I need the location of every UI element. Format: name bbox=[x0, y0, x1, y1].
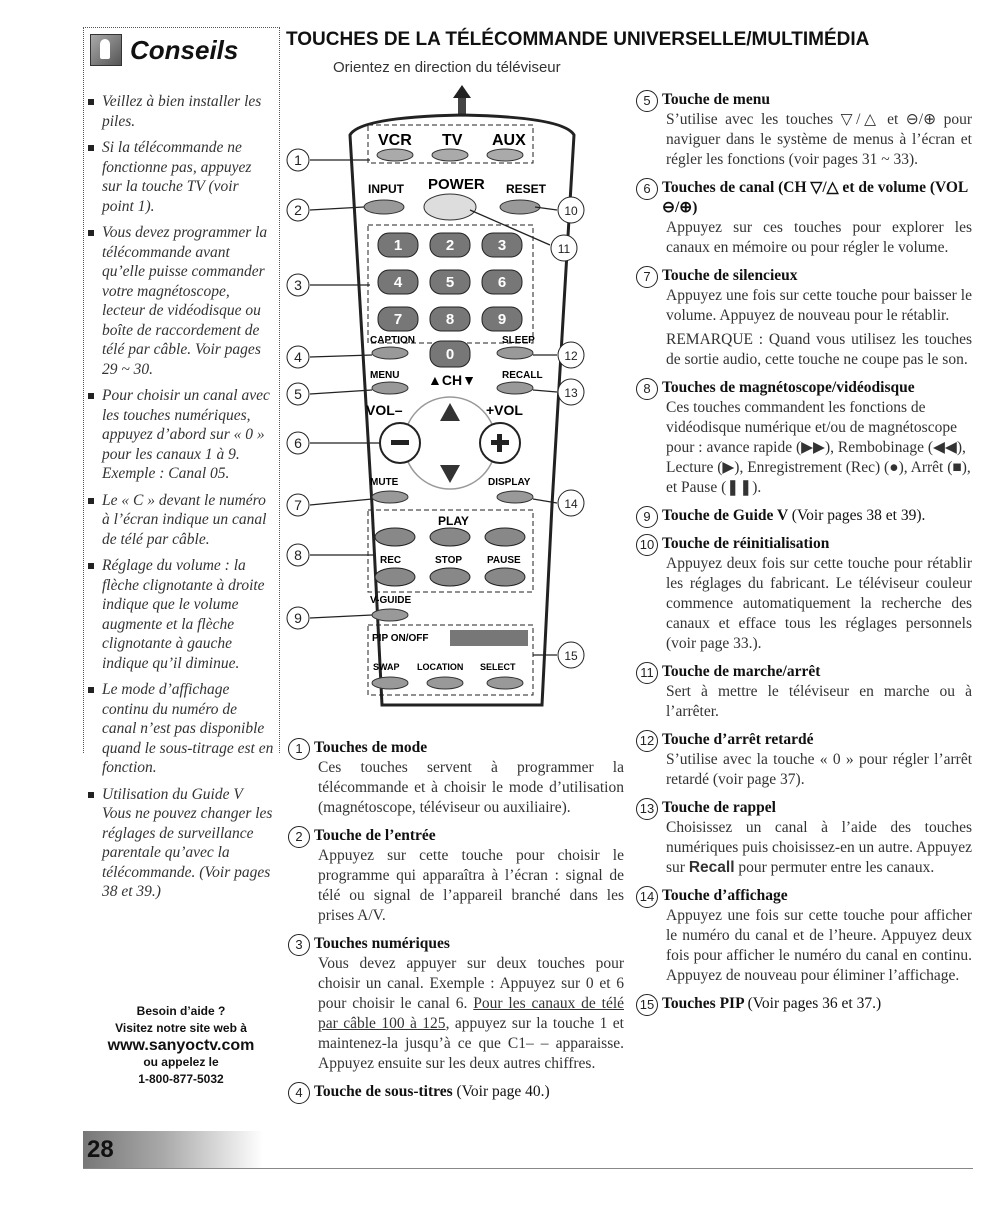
section-text: S’utilise avec la touche « 0 » pour régler l’arrêt retardé (voir page 37). bbox=[666, 751, 972, 788]
vol-plus-label: +VOL bbox=[486, 402, 523, 418]
plus-icon-v bbox=[497, 434, 502, 452]
digit-5-label: 5 bbox=[445, 274, 455, 291]
section-title: Touche de sous-titres (Voir page 40.) bbox=[314, 1083, 550, 1100]
page-number: 28 bbox=[83, 1131, 263, 1169]
callout-10-label: 10 bbox=[564, 204, 578, 218]
section-14 bbox=[636, 886, 972, 986]
tip-item: Pour choisir un canal avec les touches numériques, appuyez d’abord sur « 0 » pour les canaux 1 à 9. Exemple : Canal 05. bbox=[88, 386, 274, 484]
page-title: TOUCHES DE LA TÉLÉCOMMANDE UNIVERSELLE/MULTIMÉDIA bbox=[286, 29, 870, 50]
middle-column bbox=[288, 738, 624, 1110]
section-number: 14 bbox=[636, 886, 658, 908]
callout-14-label: 14 bbox=[564, 497, 578, 511]
callout-11-label: 11 bbox=[557, 242, 571, 256]
section-note: REMARQUE : Quand vous utilisez les touches de sortie audio, cette touche ne coupe pas le son. bbox=[666, 331, 972, 368]
caption-label: CAPTION bbox=[370, 335, 415, 346]
tip-item: Vous devez programmer la télécommande avant qu’elle puisse commander votre magnétoscope, lecteur de vidéodisque ou boîte de raccordement de télé par câble. Voir pages 29 ~ 30. bbox=[88, 223, 274, 379]
mode-label-vcr: VCR bbox=[378, 132, 412, 149]
section-text: Ces touches servent à programmer la télécommande et à choisir le mode d’utilisation (magnétoscope, téléviseur ou auxiliaire). bbox=[318, 759, 624, 816]
section-title: Touche de Guide V (Voir pages 38 et 39). bbox=[662, 507, 926, 524]
section-3 bbox=[288, 934, 624, 1074]
pause-label: PAUSE bbox=[487, 555, 521, 566]
digit-3-label: 3 bbox=[497, 237, 507, 254]
callout-12-label: 12 bbox=[564, 349, 578, 363]
callout-8-label: 8 bbox=[294, 547, 302, 563]
tv-button[interactable] bbox=[432, 149, 468, 161]
callout-15-label: 15 bbox=[564, 649, 578, 663]
tips-title: Conseils bbox=[130, 34, 239, 65]
section-title: Touche de l’entrée bbox=[314, 827, 436, 844]
section-12 bbox=[636, 730, 972, 790]
section-10 bbox=[636, 534, 972, 654]
reset-label: RESET bbox=[506, 182, 547, 196]
section-number: 5 bbox=[636, 90, 658, 112]
sleep-label: SLEEP bbox=[502, 335, 535, 346]
power-button[interactable] bbox=[424, 194, 476, 220]
section-number: 6 bbox=[636, 178, 658, 200]
select-label: SELECT bbox=[480, 662, 516, 672]
section-number: 4 bbox=[288, 1082, 310, 1104]
callout-4-label: 4 bbox=[294, 349, 302, 365]
section-title: Touches de mode bbox=[314, 739, 428, 756]
cable-note: Pour les canaux de télé par câble 100 à 125 bbox=[318, 995, 625, 1032]
caption-button[interactable] bbox=[372, 347, 408, 359]
digit-4-label: 4 bbox=[393, 274, 403, 291]
location-label: LOCATION bbox=[417, 662, 464, 672]
vcr-button[interactable] bbox=[377, 149, 413, 161]
section-2 bbox=[288, 826, 624, 926]
section-title: Touche de réinitialisation bbox=[662, 535, 830, 552]
digit-8-label: 8 bbox=[445, 311, 455, 328]
aux-button[interactable] bbox=[487, 149, 523, 161]
section-8 bbox=[636, 378, 972, 498]
section-number: 2 bbox=[288, 826, 310, 848]
section-number: 11 bbox=[636, 662, 658, 684]
mute-label: MUTE bbox=[370, 477, 399, 488]
sleep-button[interactable] bbox=[497, 347, 533, 359]
digit-0-label: 0 bbox=[445, 346, 455, 363]
section-number: 1 bbox=[288, 738, 310, 760]
rewind-button[interactable] bbox=[375, 528, 415, 546]
display-button[interactable] bbox=[497, 491, 533, 503]
digit-9-label: 9 bbox=[497, 311, 507, 328]
mute-button[interactable] bbox=[372, 491, 408, 503]
section-title: Touche de marche/arrêt bbox=[662, 663, 821, 680]
section-text: Appuyez une fois sur cette touche pour afficher le numéro du canal et de l’heure. Appuyez deux fois pour afficher le numéro du canal en continu. Appuyez de nouveau pour éliminer l’affichage. bbox=[666, 907, 972, 984]
recall-label: RECALL bbox=[502, 370, 543, 381]
help-line-3: ou appelez le bbox=[143, 1055, 219, 1069]
select-button[interactable] bbox=[487, 677, 523, 689]
section-ref: (Voir page 40.) bbox=[456, 1083, 550, 1100]
section-9 bbox=[636, 506, 972, 526]
mode-label-tv: TV bbox=[442, 132, 463, 149]
ch-label: ▲CH▼ bbox=[428, 372, 476, 388]
section-text: Ces touches commandent les fonctions de vidéodisque numérique et/ou de magnétoscope pour : avance rapide (▶▶), Rembobinage (◀◀), Lecture (▶), Enregistrement (Rec) (●), Arrêt (■), et Pause (❚❚). bbox=[666, 399, 971, 496]
section-13 bbox=[636, 798, 972, 878]
callout-3-label: 3 bbox=[294, 277, 302, 293]
input-button[interactable] bbox=[364, 200, 404, 214]
section-text: Appuyez deux fois sur cette touche pour rétablir les réglages du fabricant. Le téléviseur couleur commence automatiquement la recherche des canaux et efface tous les réglages personnels (voir page 33.). bbox=[666, 555, 972, 652]
section-text: Vous devez appuyer sur deux touches pour choisir un canal. Exemple : Appuyez sur 0 et 6 pour choisir le canal 6. Pour les canaux de télé par câble 100 à 125, appuyez sur la touche 1 et maintenez-la jusqu’à ce que C1– – apparaisse. Appuyez ensuite sur les deux autres chiffres. bbox=[318, 955, 625, 1072]
digit-7-label: 7 bbox=[393, 311, 403, 328]
section-number: 3 bbox=[288, 934, 310, 956]
footer-rule bbox=[83, 1168, 973, 1169]
tip-item: Utilisation du Guide V Vous ne pouvez changer les réglages de surveillance parentale qu’avec la télécommande. (Voir pages 38 et 39.) bbox=[88, 785, 274, 902]
callout-5-label: 5 bbox=[294, 386, 302, 402]
minus-icon bbox=[391, 440, 409, 445]
section-number: 7 bbox=[636, 266, 658, 288]
play-button[interactable] bbox=[430, 528, 470, 546]
stop-label: STOP bbox=[435, 555, 463, 566]
input-label: INPUT bbox=[368, 182, 404, 196]
record-button[interactable] bbox=[375, 568, 415, 586]
tip-item: Le « C » devant le numéro à l’écran indique un canal de télé par câble. bbox=[88, 491, 274, 550]
section-number: 9 bbox=[636, 506, 658, 528]
help-box bbox=[88, 1003, 274, 1088]
section-5 bbox=[636, 90, 972, 170]
callout-2-label: 2 bbox=[294, 202, 302, 218]
callout-7-label: 7 bbox=[294, 497, 302, 513]
section-11 bbox=[636, 662, 972, 722]
display-label: DISPLAY bbox=[488, 477, 531, 488]
section-ref: (Voir pages 36 et 37.) bbox=[747, 995, 882, 1012]
recall-keyword: Recall bbox=[688, 859, 735, 876]
location-button[interactable] bbox=[427, 677, 463, 689]
vol-minus-label: VOL– bbox=[366, 402, 403, 418]
rec-label: REC bbox=[380, 555, 402, 566]
callout-13-label: 13 bbox=[564, 386, 578, 400]
pause-button[interactable] bbox=[485, 568, 525, 586]
section-7 bbox=[636, 266, 972, 370]
section-title: Touche d’affichage bbox=[662, 887, 788, 904]
section-text: S’utilise avec les touches ▽/△ et ⊖/⊕ pour naviguer dans le système de menus à l’écran et régler les fonctions (voir pages 31 ~ 33). bbox=[666, 111, 972, 168]
section-text: Appuyez une fois sur cette touche pour baisser le volume. Appuyez de nouveau pour le rétablir. bbox=[666, 287, 972, 324]
fast-forward-button[interactable] bbox=[485, 528, 525, 546]
section-title: Touche d’arrêt retardé bbox=[662, 731, 814, 748]
section-15 bbox=[636, 994, 972, 1014]
power-label: POWER bbox=[428, 176, 485, 193]
section-text: Appuyez sur cette touche pour choisir le programme qui apparaîtra à l’écran : signal de télé ou signal de l’appareil branché dans les prises A/V. bbox=[318, 847, 624, 924]
stop-button[interactable] bbox=[430, 568, 470, 586]
section-title: Touches PIP (Voir pages 36 et 37.) bbox=[662, 995, 882, 1012]
help-line-1: Besoin d’aide ? bbox=[136, 1004, 226, 1018]
page-subtitle: Orientez en direction du téléviseur bbox=[333, 59, 561, 76]
pip-label: PIP ON/OFF bbox=[372, 633, 429, 644]
reset-button[interactable] bbox=[500, 200, 540, 214]
digit-1-label: 1 bbox=[393, 237, 403, 254]
digit-6-label: 6 bbox=[497, 274, 507, 291]
tip-item: Veillez à bien installer les piles. bbox=[88, 92, 274, 131]
callout-9-label: 9 bbox=[294, 610, 302, 626]
remote-illustration bbox=[280, 85, 610, 715]
section-number: 10 bbox=[636, 534, 658, 556]
help-phone: 1-800-877-5032 bbox=[138, 1072, 224, 1086]
section-title: Touches de magnétoscope/vidéodisque bbox=[662, 379, 915, 396]
section-title: Touche de menu bbox=[662, 91, 770, 108]
callout-1-label: 1 bbox=[294, 152, 302, 168]
section-title: Touche de rappel bbox=[662, 799, 776, 816]
remote-icon bbox=[90, 34, 122, 66]
menu-button[interactable] bbox=[372, 382, 408, 394]
pip-function-button[interactable] bbox=[450, 630, 528, 646]
section-text: Appuyez sur ces touches pour explorer les canaux en mémoire ou pour régler le volume. bbox=[666, 219, 972, 256]
section-4 bbox=[288, 1082, 624, 1102]
play-label: PLAY bbox=[438, 514, 469, 528]
vguide-label: V-GUIDE bbox=[370, 595, 412, 606]
section-number: 15 bbox=[636, 994, 658, 1016]
mode-label-aux: AUX bbox=[492, 132, 526, 149]
tips-header bbox=[90, 34, 238, 66]
menu-label: MENU bbox=[370, 370, 400, 381]
tip-item: Le mode d’affichage continu du numéro de canal n’est pas disponible quand le sous-titrage est en fonction. bbox=[88, 680, 274, 778]
section-text: Choisissez un canal à l’aide des touches numériques puis choisissez-en un autre. Appuyez sur Recall pour permuter entre les canaux. bbox=[666, 819, 972, 876]
section-title: Touches de canal (CH ▽/△ et de volume (VOL ⊖/⊕) bbox=[662, 179, 968, 216]
recall-button[interactable] bbox=[497, 382, 533, 394]
section-title: Touches numériques bbox=[314, 935, 450, 952]
vguide-button[interactable] bbox=[372, 609, 408, 621]
help-website-link[interactable]: www.sanyoctv.com bbox=[107, 1037, 255, 1054]
section-number: 8 bbox=[636, 378, 658, 400]
section-6 bbox=[636, 178, 972, 258]
help-line-2: Visitez notre site web à bbox=[115, 1021, 247, 1035]
right-column bbox=[636, 90, 972, 1022]
section-text: Sert à mettre le téléviseur en marche ou à l’arrêter. bbox=[666, 683, 972, 720]
callout-6-label: 6 bbox=[294, 435, 302, 451]
section-number: 13 bbox=[636, 798, 658, 820]
section-1 bbox=[288, 738, 624, 818]
section-number: 12 bbox=[636, 730, 658, 752]
tips-list bbox=[88, 92, 274, 909]
tip-item: Si la télécommande ne fonctionne pas, appuyez sur la touche TV (voir point 1). bbox=[88, 138, 274, 216]
section-title: Touche de silencieux bbox=[662, 267, 798, 284]
tip-item: Réglage du volume : la flèche clignotante à droite indique que le volume augmente et la flèche clignotante à gauche indique qu’il diminue. bbox=[88, 556, 274, 673]
section-ref: (Voir pages 38 et 39). bbox=[791, 507, 926, 524]
swap-button[interactable] bbox=[372, 677, 408, 689]
digit-2-label: 2 bbox=[445, 237, 455, 254]
swap-label: SWAP bbox=[373, 662, 400, 672]
